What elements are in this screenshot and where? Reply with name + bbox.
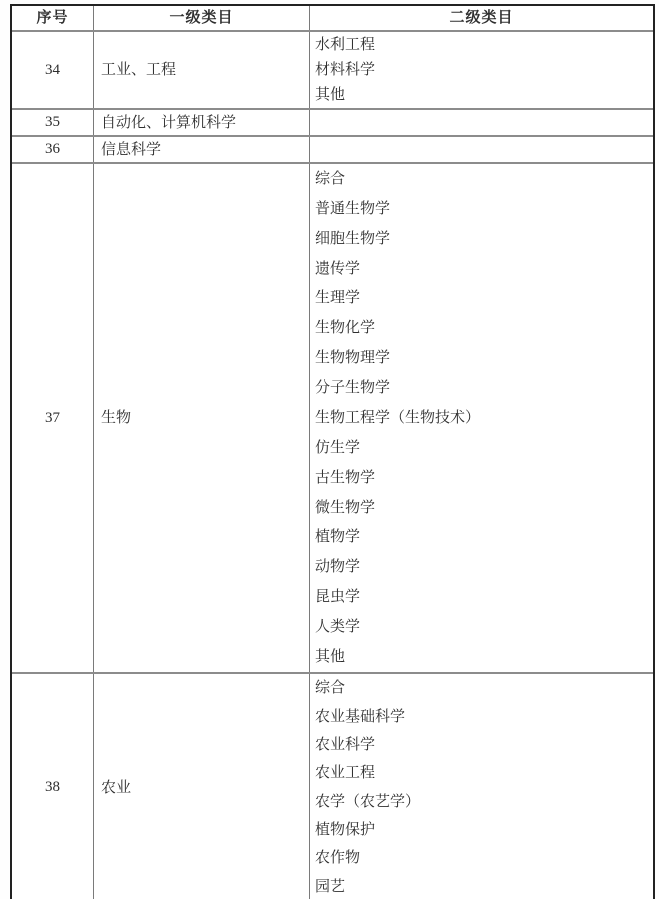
subcategory-label: 综合 <box>315 170 346 187</box>
subcategory-item <box>310 552 653 582</box>
subcategory-item <box>310 284 653 314</box>
subcategory-item <box>310 702 653 730</box>
subcategory-item <box>310 224 653 254</box>
row-number: 37 <box>45 409 60 426</box>
row-number: 34 <box>45 61 60 78</box>
header-cell-level1 <box>94 6 310 30</box>
category-cell <box>94 137 310 162</box>
category-cell <box>94 674 310 899</box>
table-row <box>12 672 653 899</box>
category-label: 工业、工程 <box>101 62 177 78</box>
subcategory-label: 仿生学 <box>315 439 361 456</box>
row-number-cell <box>12 137 94 162</box>
category-label: 自动化、计算机科学 <box>101 114 237 131</box>
subcategory-cell <box>310 137 653 162</box>
subcategory-item <box>310 83 653 108</box>
subcategory-label: 动物学 <box>315 559 361 576</box>
subcategory-label: 园艺 <box>315 878 346 895</box>
subcategory-item <box>310 816 653 844</box>
subcategory-item <box>310 493 653 523</box>
subcategory-label: 材料科学 <box>315 61 376 78</box>
row-number: 38 <box>45 779 60 795</box>
category-cell <box>94 164 310 672</box>
category-cell <box>94 32 310 108</box>
header-label-level2: 二级类目 <box>449 10 514 26</box>
subcategory-item <box>310 844 653 872</box>
row-number-cell <box>12 164 94 672</box>
table-row <box>12 108 653 135</box>
subcategory-item <box>310 523 653 553</box>
subcategory-label: 其他 <box>315 648 346 665</box>
subcategory-cell <box>310 674 653 899</box>
subcategory-label: 普通生物学 <box>315 200 391 217</box>
table-header-row <box>12 6 653 30</box>
header-label-no: 序号 <box>36 10 69 26</box>
subcategory-item <box>310 194 653 224</box>
subcategory-label: 农作物 <box>315 850 361 867</box>
subcategory-item <box>310 433 653 463</box>
subcategory-label: 农业工程 <box>315 765 376 782</box>
subcategory-label: 分子生物学 <box>315 380 391 397</box>
subcategory-cell <box>310 164 653 672</box>
subcategory-item <box>310 674 653 702</box>
table-row <box>12 162 653 672</box>
subcategory-label: 农业科学 <box>315 736 376 753</box>
category-label: 农业 <box>101 779 132 796</box>
subcategory-item <box>310 373 653 403</box>
row-number-cell <box>12 32 94 108</box>
subcategory-label: 细胞生物学 <box>315 230 391 247</box>
subcategory-item <box>310 612 653 642</box>
header-cell-no <box>12 6 94 30</box>
category-table <box>10 4 655 899</box>
subcategory-item <box>310 313 653 343</box>
subcategory-label: 遗传学 <box>315 260 361 277</box>
row-number: 36 <box>45 141 60 157</box>
subcategory-item <box>310 873 653 899</box>
subcategory-cell <box>310 110 653 135</box>
subcategory-item <box>310 759 653 787</box>
category-cell <box>94 110 310 135</box>
subcategory-label: 水利工程 <box>315 36 376 53</box>
table-body <box>12 30 653 899</box>
subcategory-label: 农学（农艺学） <box>315 793 421 810</box>
subcategory-item <box>310 788 653 816</box>
subcategory-item <box>310 463 653 493</box>
subcategory-item <box>310 582 653 612</box>
header-label-level1: 一级类目 <box>169 10 234 26</box>
subcategory-label: 其他 <box>315 87 346 104</box>
table-row <box>12 135 653 162</box>
subcategory-label: 生理学 <box>315 290 361 307</box>
category-label: 生物 <box>101 410 132 426</box>
row-number-cell <box>12 110 94 135</box>
subcategory-label: 生物工程学（生物技术） <box>315 409 481 426</box>
row-number-cell <box>12 674 94 899</box>
subcategory-label: 植物保护 <box>315 822 376 839</box>
subcategory-label: 综合 <box>315 680 346 697</box>
subcategory-label: 微生物学 <box>315 499 376 516</box>
subcategory-label: 人类学 <box>315 619 361 636</box>
subcategory-item <box>310 403 653 433</box>
subcategory-label: 昆虫学 <box>315 589 361 606</box>
subcategory-label: 生物物理学 <box>315 350 391 367</box>
subcategory-item <box>310 731 653 759</box>
row-number: 35 <box>45 114 60 130</box>
subcategory-item <box>310 642 653 672</box>
subcategory-label: 古生物学 <box>315 469 376 486</box>
table-row <box>12 30 653 108</box>
subcategory-label: 植物学 <box>315 529 361 546</box>
subcategory-item <box>310 164 653 194</box>
subcategory-cell <box>310 32 653 108</box>
subcategory-label: 生物化学 <box>315 320 376 337</box>
subcategory-label: 农业基础科学 <box>315 708 406 725</box>
subcategory-item <box>310 57 653 82</box>
header-cell-level2 <box>310 6 653 30</box>
subcategory-item <box>310 343 653 373</box>
category-label: 信息科学 <box>101 141 162 158</box>
subcategory-item <box>310 254 653 284</box>
subcategory-item <box>310 32 653 57</box>
